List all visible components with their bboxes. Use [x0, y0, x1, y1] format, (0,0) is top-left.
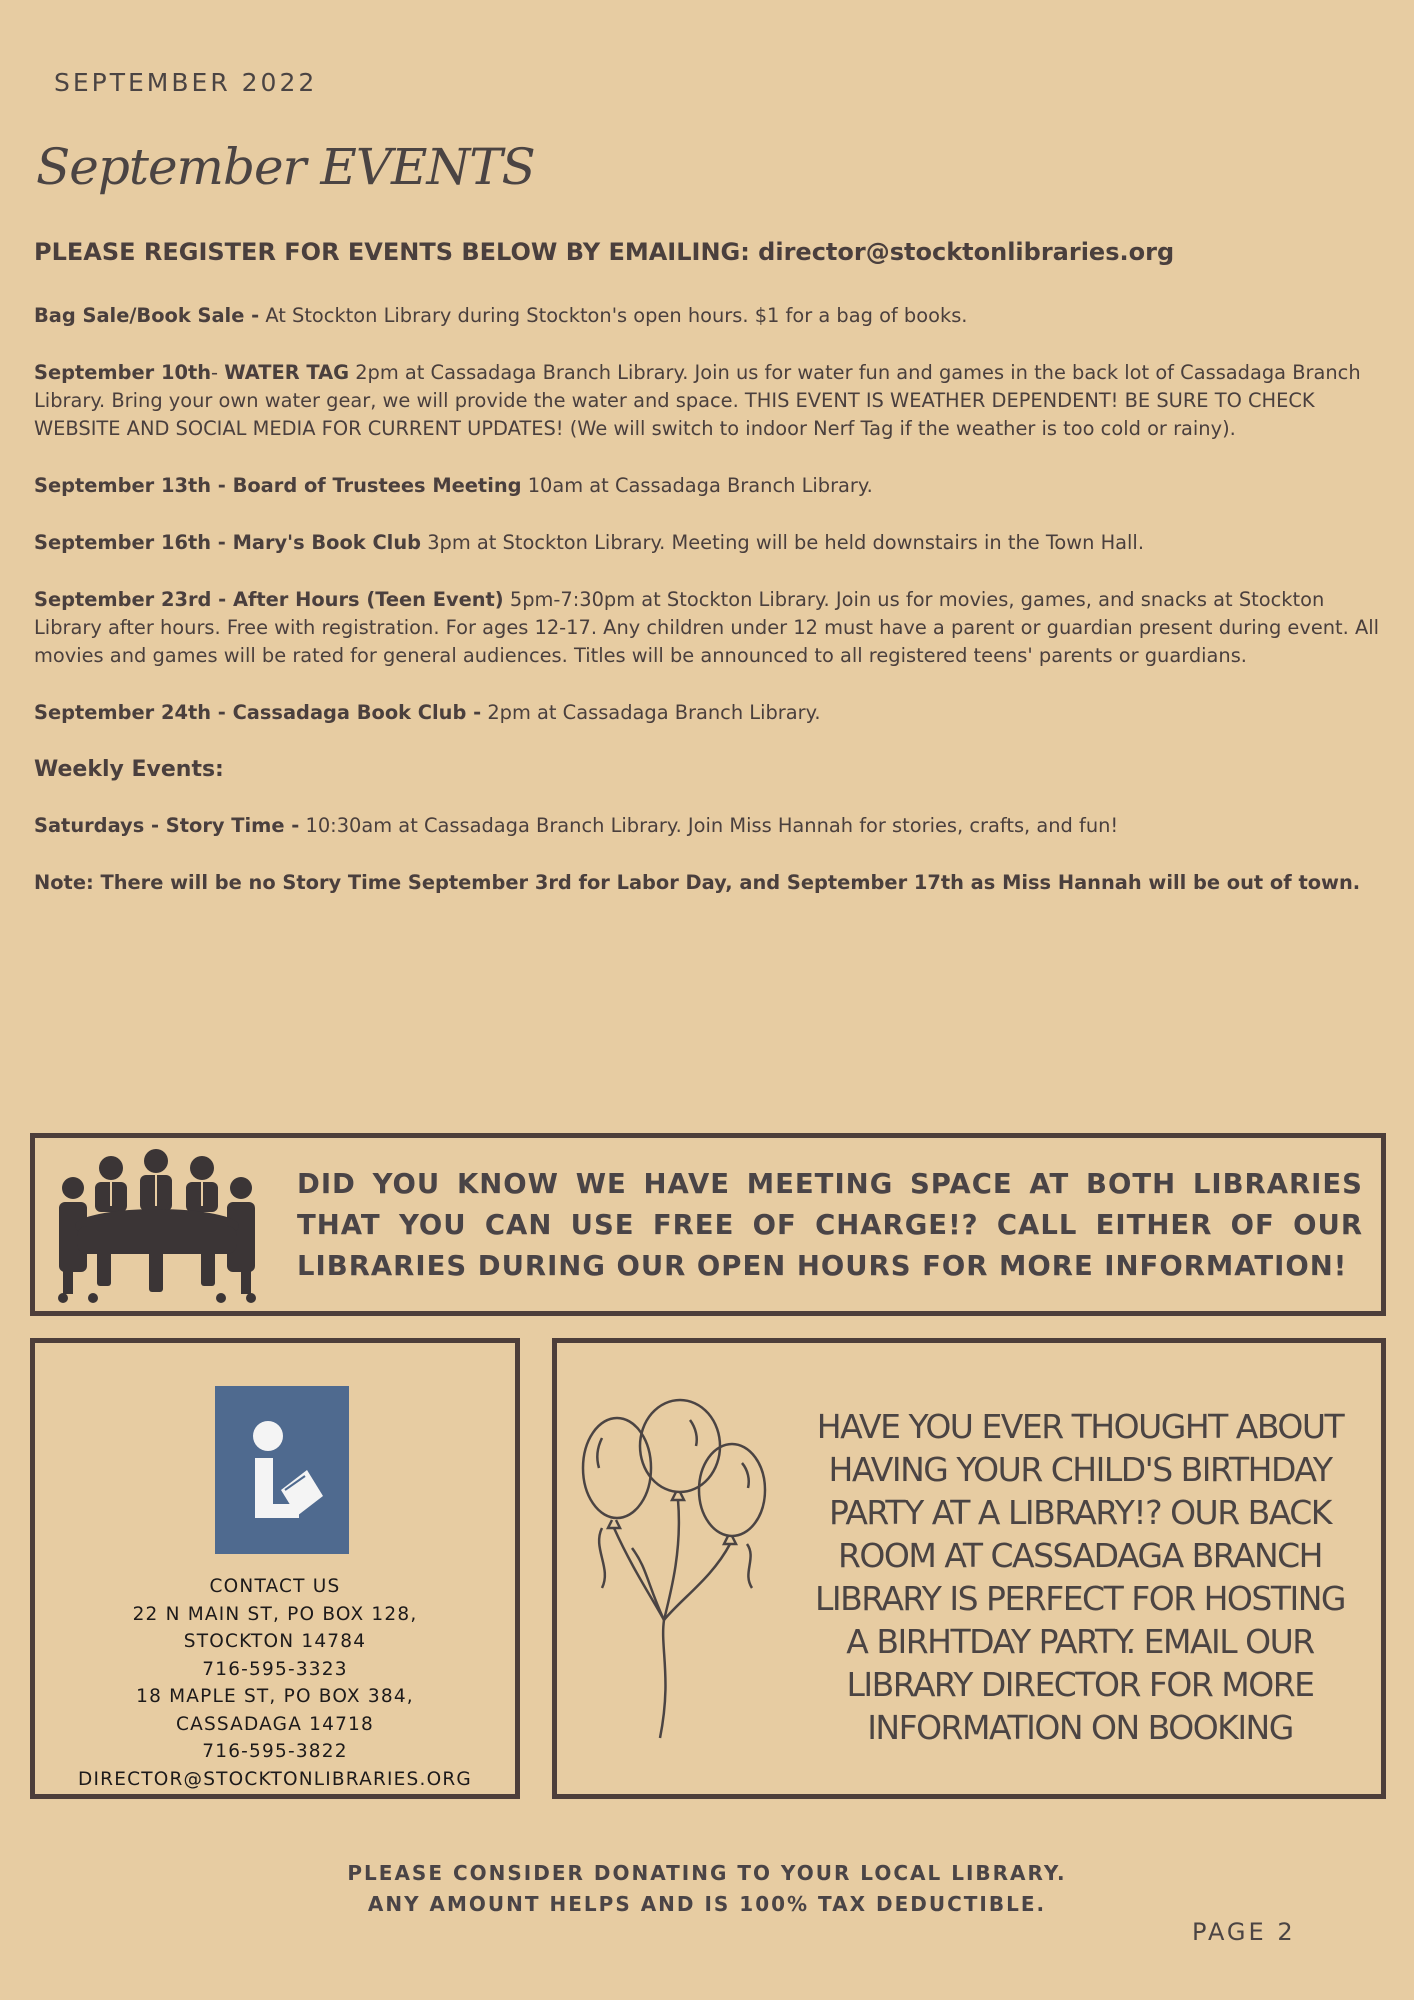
event-details: At Stockton Library during Stockton's open hours. $1 for a bag of books. [259, 304, 968, 327]
contact-line: 22 N MAIN ST, PO BOX 128, [132, 1603, 418, 1625]
contact-info [35, 1573, 515, 1793]
page-title: September EVENTS [36, 138, 535, 196]
contact-heading: CONTACT US [209, 1576, 341, 1597]
balloons-icon [572, 1398, 777, 1748]
library-reader-icon [215, 1386, 349, 1554]
meeting-space-box [30, 1133, 1386, 1316]
meeting-table-icon [53, 1148, 293, 1308]
event-name: WATER TAG [224, 361, 350, 384]
note-text: Note: There will be no Story Time September 3rd for Labor Day, and September 17th as Miss Hannah will be out of town. [34, 871, 1361, 894]
event-name: Saturdays - Story Time - [34, 814, 300, 837]
party-line: LIBRARY IS PERFECT FOR HOSTING [814, 1579, 1346, 1618]
event-details: 10am at Cassadaga Branch Library. [521, 474, 873, 497]
party-line: LIBRARY DIRECTOR FOR MORE [846, 1665, 1314, 1704]
birthday-party-text [785, 1405, 1375, 1749]
event-item [34, 302, 1380, 330]
event-name: September 23rd - After Hours (Teen Event) [34, 588, 504, 611]
story-time-note [34, 869, 1380, 897]
party-line: A BIRHTDAY PARTY. EMAIL OUR [846, 1622, 1314, 1661]
event-details: 3pm at Stockton Library. Meeting will be held downstairs in the Town Hall. [421, 531, 1144, 554]
register-instructions: PLEASE REGISTER FOR EVENTS BELOW BY EMAILING: director@stocktonlibraries.org [34, 238, 1175, 266]
donation-appeal [0, 1858, 1414, 1920]
contact-phone: 716-595-3323 [202, 1658, 348, 1680]
events-list [34, 302, 1380, 926]
event-name: September 24th - Cassadaga Book Club - [34, 701, 482, 724]
event-name: September 13th - Board of Trustees Meeting [34, 474, 522, 497]
event-item [34, 472, 1380, 500]
contact-email: DIRECTOR@STOCKTONLIBRARIES.ORG [78, 1768, 472, 1790]
event-item [34, 699, 1380, 727]
party-line: INFORMATION ON BOOKING [867, 1708, 1293, 1747]
event-details: 5pm-7:30pm at Stockton Library. Join us for movies, games, and snacks at Stockton Library after hours. Free with registration. For ages 12-17. Any children under 12 must have a parent or guardian present during event. All movies and games will be rated for general audiences. Titles will be announced to all registered teens' parents or guardians. [34, 588, 1380, 667]
birthday-party-box [552, 1338, 1386, 1799]
contact-line: CASSADAGA 14718 [175, 1713, 375, 1735]
event-date: September 10th [34, 361, 212, 384]
event-details: 10:30am at Cassadaga Branch Library. Join Miss Hannah for stories, crafts, and fun! [299, 814, 1119, 837]
event-item [34, 359, 1380, 443]
contact-phone: 716-595-3822 [202, 1741, 348, 1762]
party-line: HAVING YOUR CHILD'S BIRTHDAY [828, 1450, 1332, 1489]
event-item [34, 812, 1380, 840]
weekly-events-heading: Weekly Events: [34, 757, 224, 782]
event-item [34, 586, 1380, 670]
event-item [34, 529, 1380, 557]
contact-box [30, 1338, 520, 1799]
party-line: HAVE YOU EVER THOUGHT ABOUT [816, 1407, 1344, 1446]
event-name: Bag Sale/Book Sale - [34, 304, 260, 327]
event-separator: - [211, 361, 225, 384]
event-name: September 16th - Mary's Book Club [34, 531, 422, 554]
contact-line: STOCKTON 14784 [183, 1631, 367, 1652]
event-details: 2pm at Cassadaga Branch Library. Join us for water fun and games in the back lot of Cassadaga Branch Library. Bring your own water gear, we will provide the water and space. THIS EVENT IS WEATHER DEPENDENT! BE SURE TO CHECK WEBSITE AND SOCIAL MEDIA FOR CURRENT UPDATES! (We will switch to indoor Nerf Tag if the weather is too cold or rainy). [34, 361, 1361, 440]
page-number: PAGE 2 [1192, 1918, 1296, 1946]
contact-line: 18 MAPLE ST, PO BOX 384, [136, 1686, 414, 1707]
meeting-space-text: DID YOU KNOW WE HAVE MEETING SPACE AT BOTH LIBRARIES THAT YOU CAN USE FREE OF CHARGE!? CALL EITHER OF OUR LIBRARIES DURING OUR OPEN HOURS FOR MORE INFORMATION! [297, 1168, 1363, 1282]
donation-line: ANY AMOUNT HELPS AND IS 100% TAX DEDUCTIBLE. [367, 1892, 1047, 1916]
party-line: PARTY AT A LIBRARY!? OUR BACK [829, 1493, 1331, 1532]
party-line: ROOM AT CASSADAGA BRANCH [837, 1536, 1322, 1575]
event-details: 2pm at Cassadaga Branch Library. [481, 701, 821, 724]
newsletter-date: SEPTEMBER 2022 [54, 68, 318, 97]
donation-line: PLEASE CONSIDER DONATING TO YOUR LOCAL LIBRARY. [347, 1861, 1067, 1885]
